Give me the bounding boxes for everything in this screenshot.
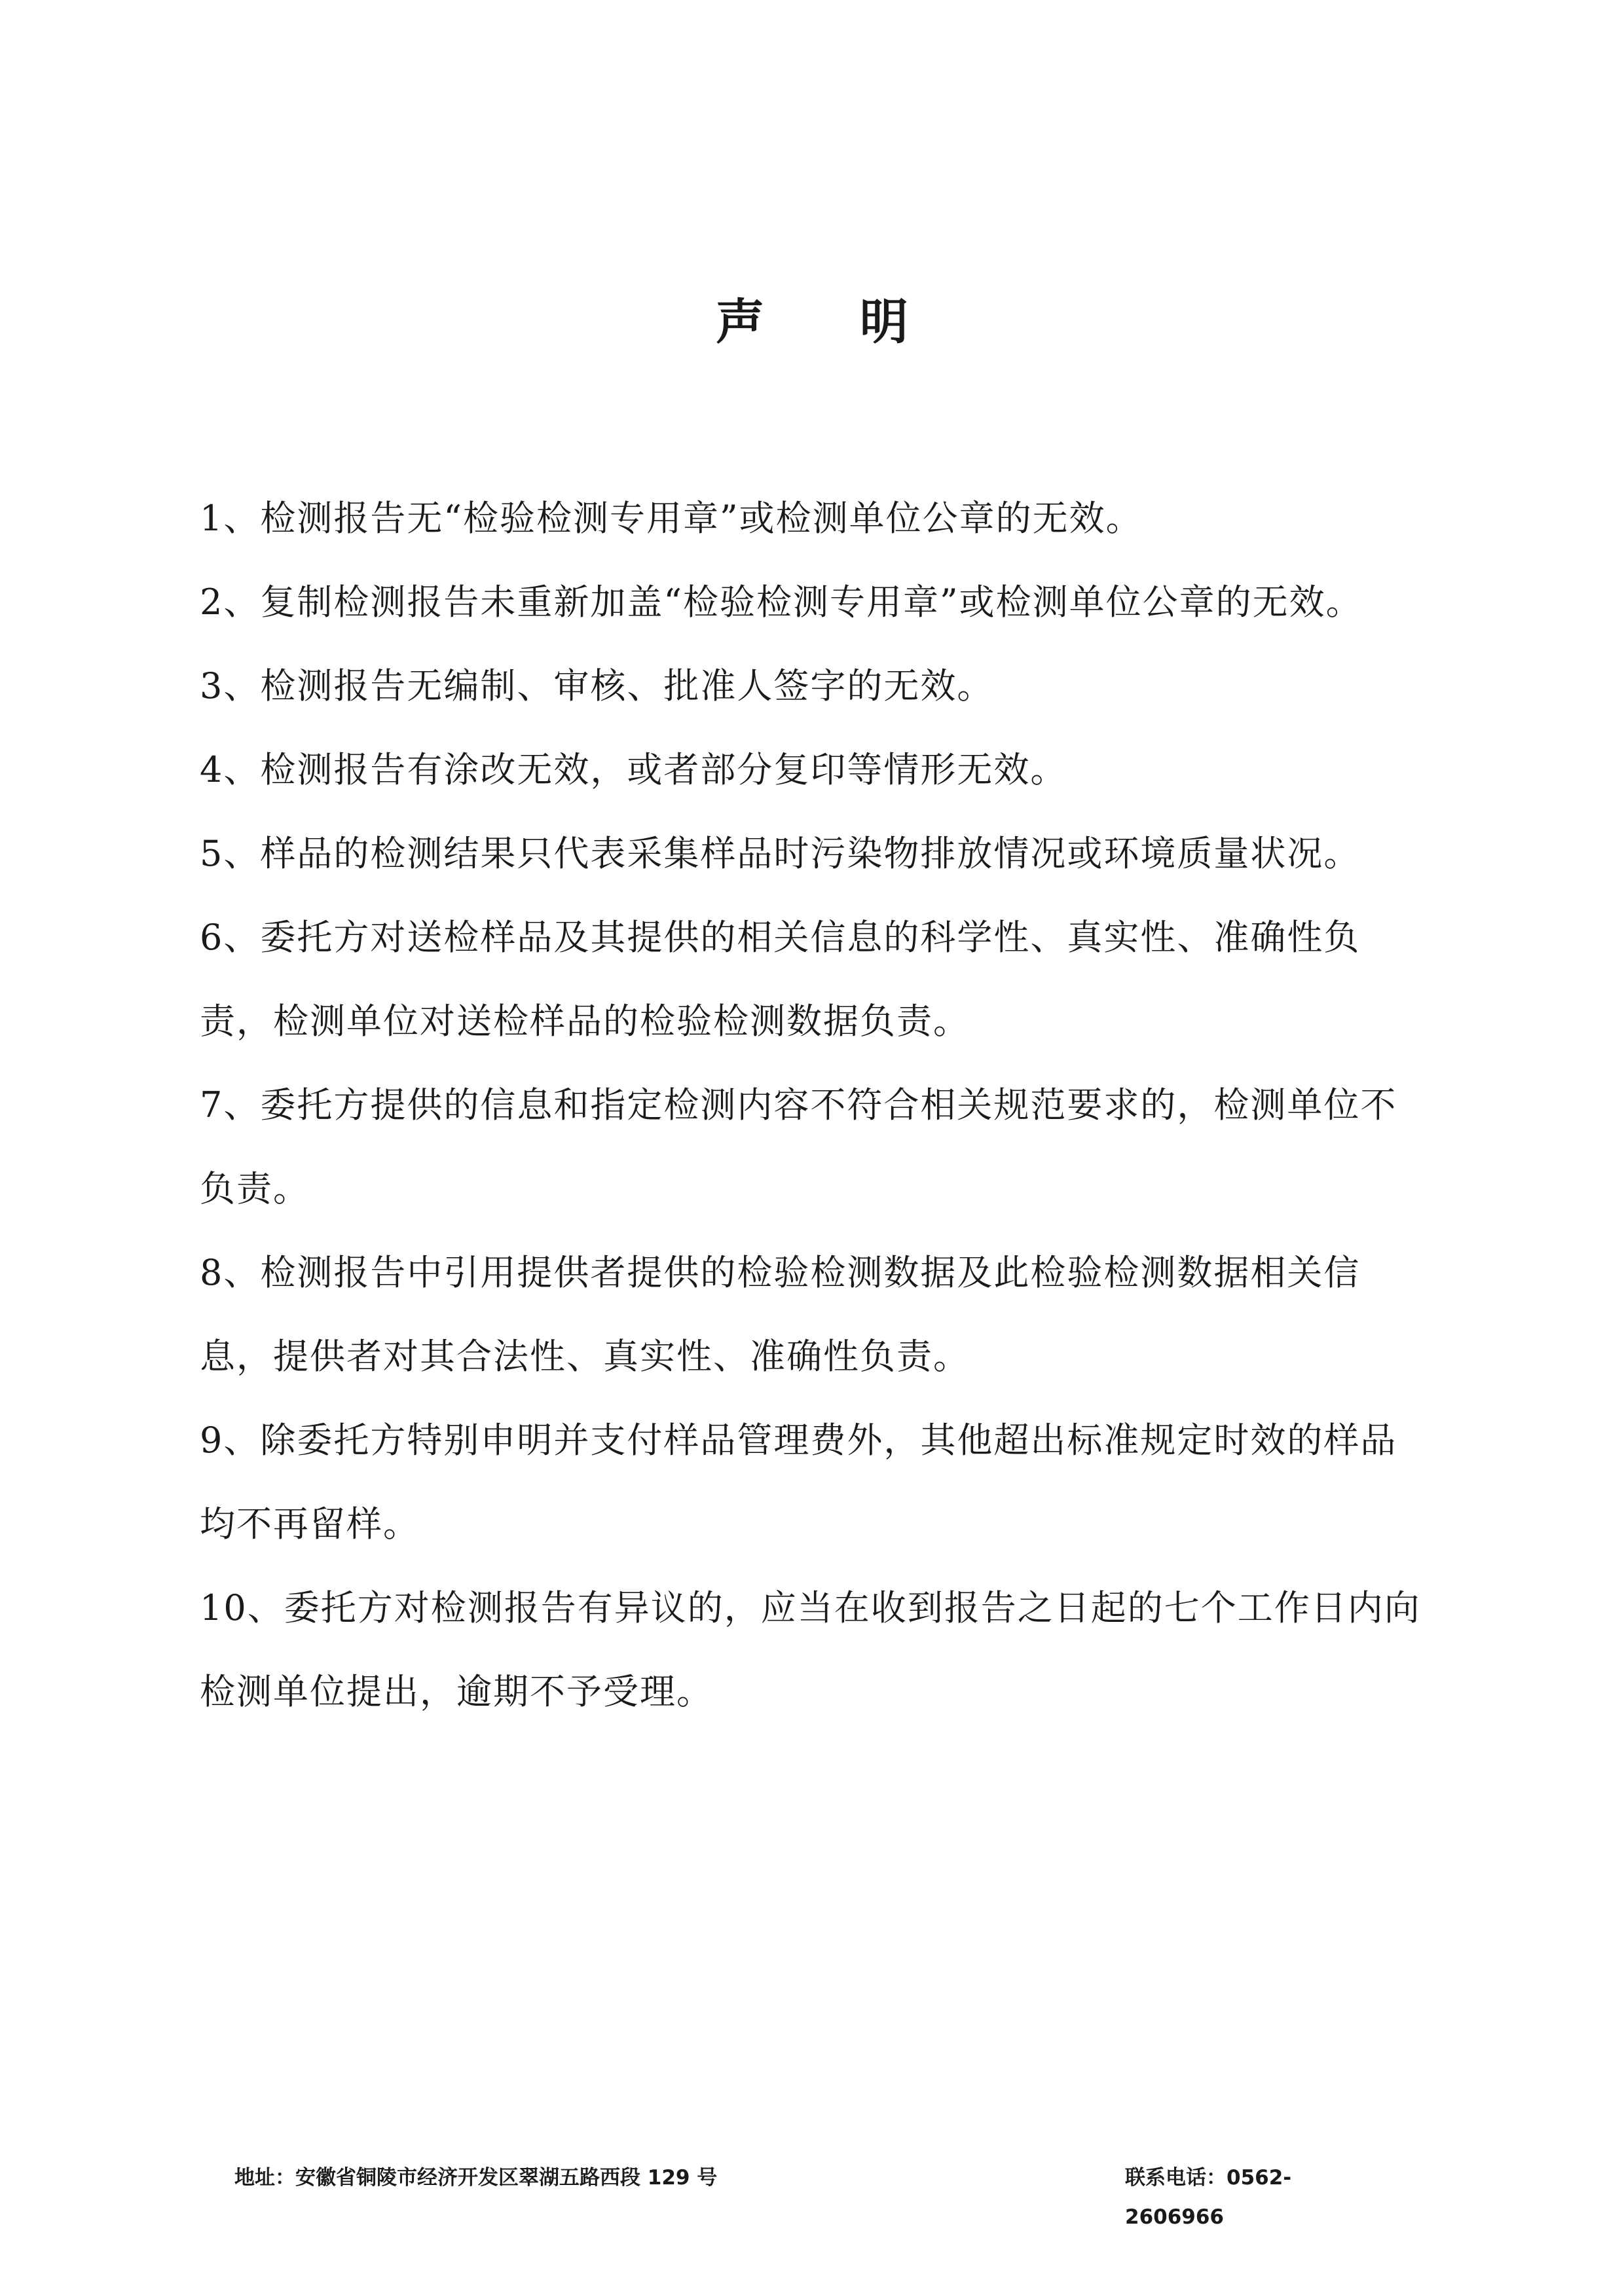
clause-item: 1、检测报告无“检验检测专用章”或检测单位公章的无效。 xyxy=(200,498,1143,539)
page-footer xyxy=(234,2158,1348,2229)
footer-address: 地址：安徽省铜陵市经济开发区翠湖五路西段 129 号 xyxy=(234,2166,718,2190)
clause-item: 4、检测报告有涂改无效，或者部分复印等情形无效。 xyxy=(200,749,1067,790)
page-title: 声 明 xyxy=(716,294,948,350)
clause-item: 10、委托方对检测报告有异议的，应当在收到报告之日起的七个工作日内向检测单位提出，逾期不予受理。 xyxy=(200,1587,1421,1712)
clause-item: 3、检测报告无编制、审核、批准人签字的无效。 xyxy=(200,665,994,707)
footer-phone: 联系电话：0562-2606966 xyxy=(1125,2166,1292,2229)
clause-item: 8、检测报告中引用提供者提供的检验检测数据及此检验检测数据相关信息，提供者对其合法性、真实性、准确性负责。 xyxy=(200,1252,1361,1377)
clause-item: 2、复制检测报告未重新加盖“检验检测专用章”或检测单位公章的无效。 xyxy=(200,581,1363,623)
clause-item: 6、委托方对送检样品及其提供的相关信息的科学性、真实性、准确性负责，检测单位对送检样品的检验检测数据负责。 xyxy=(200,917,1361,1042)
clause-item: 5、样品的检测结果只代表采集样品时污染物排放情况或环境质量状况。 xyxy=(200,833,1361,874)
clause-item: 7、委托方提供的信息和指定检测内容不符合相关规范要求的，检测单位不负责。 xyxy=(200,1084,1397,1209)
clause-item: 9、除委托方特别申明并支付样品管理费外，其他超出标准规定时效的样品均不再留样。 xyxy=(200,1420,1397,1545)
clause-list xyxy=(200,477,1424,1734)
